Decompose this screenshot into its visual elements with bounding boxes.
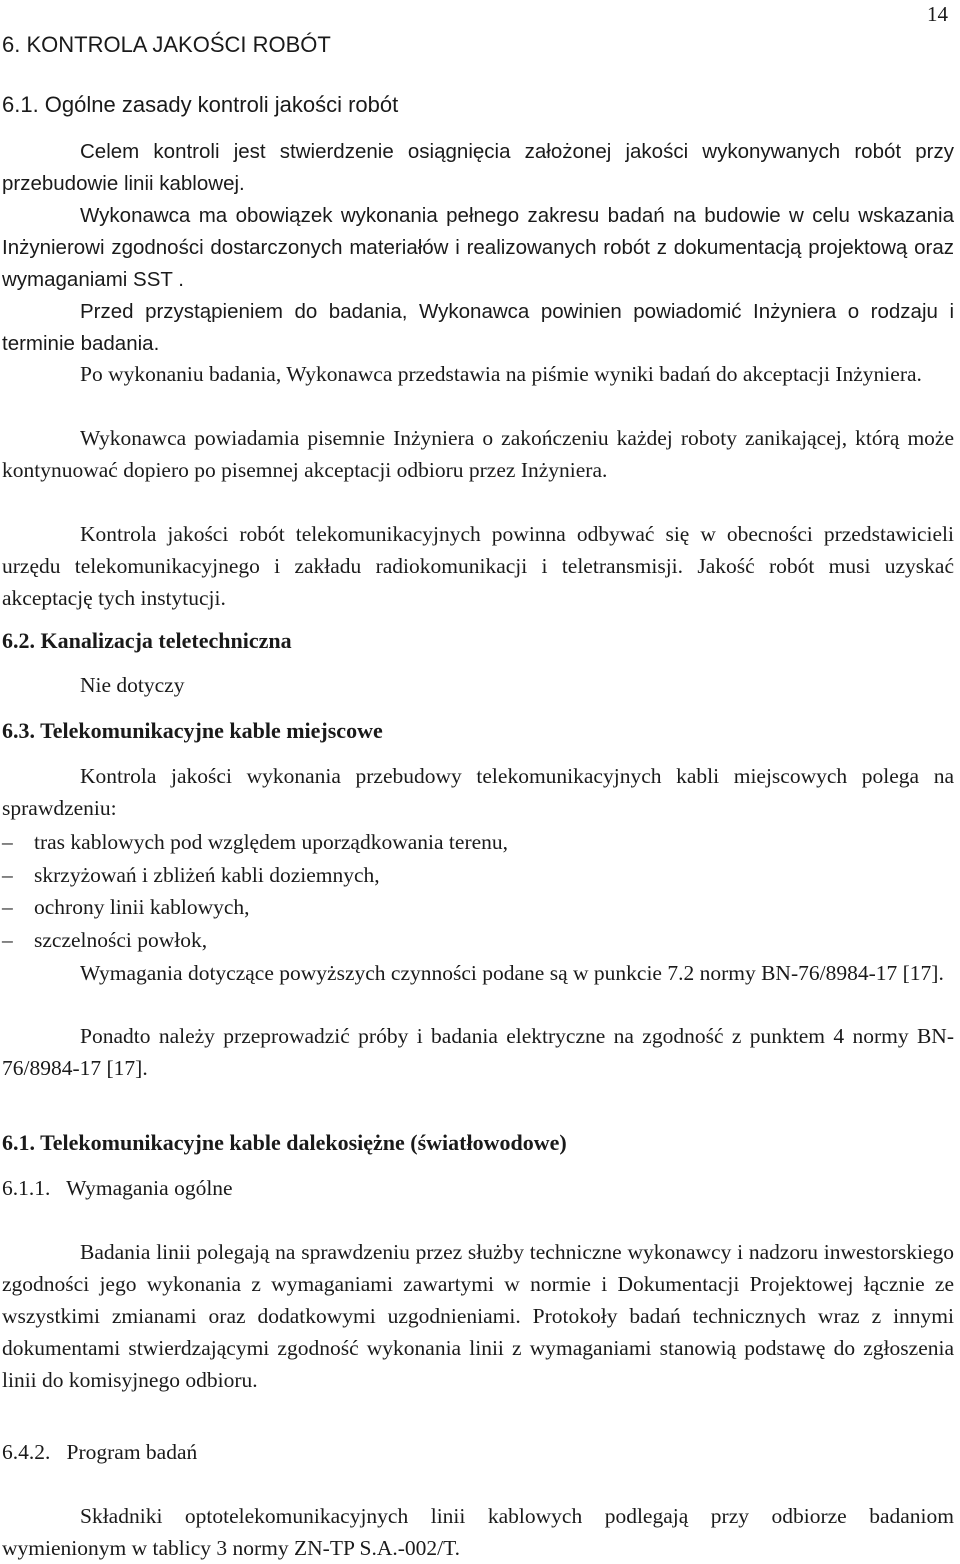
dash-marker: – xyxy=(2,927,13,952)
section-6-1-paragraph-3: Przed przystąpieniem do badania, Wykonawca powinien powiadomić Inżyniera o rodzaju i terminie badania. xyxy=(2,300,954,355)
section-6-1-paragraph-1: Celem kontroli jest stwierdzenie osiągnięcia założonej jakości wykonywanych robót przy przebudowie linii kablowej. xyxy=(2,140,954,195)
section-6-1-paragraph-2: Wykonawca ma obowiązek wykonania pełnego zakresu badań na budowie w celu wskazania Inżynierowi zgodności dostarczonych materiałów i realizowanych robót z dokumentacją projektową oraz wymaganiami SST . xyxy=(2,204,954,291)
chapter-title: 6. KONTROLA JAKOŚCI ROBÓT xyxy=(2,32,331,57)
section-6-2-text: Nie dotyczy xyxy=(80,673,185,697)
check-list xyxy=(2,826,954,956)
dash-marker: – xyxy=(2,830,13,854)
section-6-1-paragraph-6: Kontrola jakości robót telekomunikacyjnych powinna odbywać się w obecności przedstawicieli urzędu telekomunikacyjnego i zakładu radiokomunikacji i teletransmisji. Jakość robót musi uzyskać akceptację tych instytucji. xyxy=(2,522,954,610)
section-6-1-paragraph-4: Po wykonaniu badania, Wykonawca przedstawia na piśmie wyniki badań do akceptacji Inżyniera. xyxy=(80,362,922,386)
dash-marker: – xyxy=(2,895,13,919)
subsection-6-4-2-text: Składniki optotelekomunikacyjnych linii kablowych podlegają przy odbiorze badaniom wymienionym w tablicy 3 normy ZN-TP S.A.-002/T. xyxy=(2,1504,954,1560)
subsection-6-1-1-text: Badania linii polegają na sprawdzeniu przez służby techniczne wykonawcy i nadzoru inwestorskiego zgodności jego wykonania z wymaganiami zawartymi w normie i Dokumentacji Projektowej łącznie ze wszystkimi zmianami oraz dodatkowymi uzgodnieniami. Protokoły badań technicznych wraz z innymi dokumentami stwierdzającymi zgodność wykonania linii z wymaganiami stanowią podstawę do zgłoszenia linii do komisyjnego odbioru. xyxy=(2,1240,954,1392)
section-6-1-fiber-heading: 6.1. Telekomunikacyjne kable dalekosiężne (światłowodowe) xyxy=(2,1130,567,1155)
list-item: – tras kablowych pod względem uporządkowania terenu, xyxy=(2,826,954,859)
list-item: – szczelności powłok, xyxy=(2,924,954,957)
page-number: 14 xyxy=(927,2,948,26)
section-6-3-heading: 6.3. Telekomunikacyjne kable miejscowe xyxy=(2,718,383,743)
section-6-1-heading: 6.1. Ogólne zasady kontroli jakości robót xyxy=(2,92,399,117)
section-6-3-paragraph-2: Wymagania dotyczące powyższych czynności podane są w punkcie 7.2 normy BN-76/8984-17 [17]. xyxy=(80,961,944,985)
dash-marker: – xyxy=(2,862,13,887)
section-6-1-paragraph-5: Wykonawca powiadamia pisemnie Inżyniera o zakończeniu każdej roboty zanikającej, którą może kontynuować dopiero po pisemnej akceptacji odbioru przez Inżyniera. xyxy=(2,426,954,482)
section-6-3-paragraph-3: Ponadto należy przeprowadzić próby i badania elektryczne na zgodność z punktem 4 normy BN-76/8984-17 [17]. xyxy=(2,1024,954,1080)
subsection-6-1-1-heading: 6.1.1. Wymagania ogólne xyxy=(2,1176,233,1200)
section-6-3-intro: Kontrola jakości wykonania przebudowy telekomunikacyjnych kabli miejscowych polega na sprawdzeniu: xyxy=(2,764,954,820)
section-6-2-heading: 6.2. Kanalizacja teletechniczna xyxy=(2,628,292,653)
list-item: – skrzyżowań i zbliżeń kabli doziemnych, xyxy=(2,859,954,892)
subsection-6-4-2-heading: 6.4.2. Program badań xyxy=(2,1440,198,1464)
list-item: – ochrony linii kablowych, xyxy=(2,891,954,924)
